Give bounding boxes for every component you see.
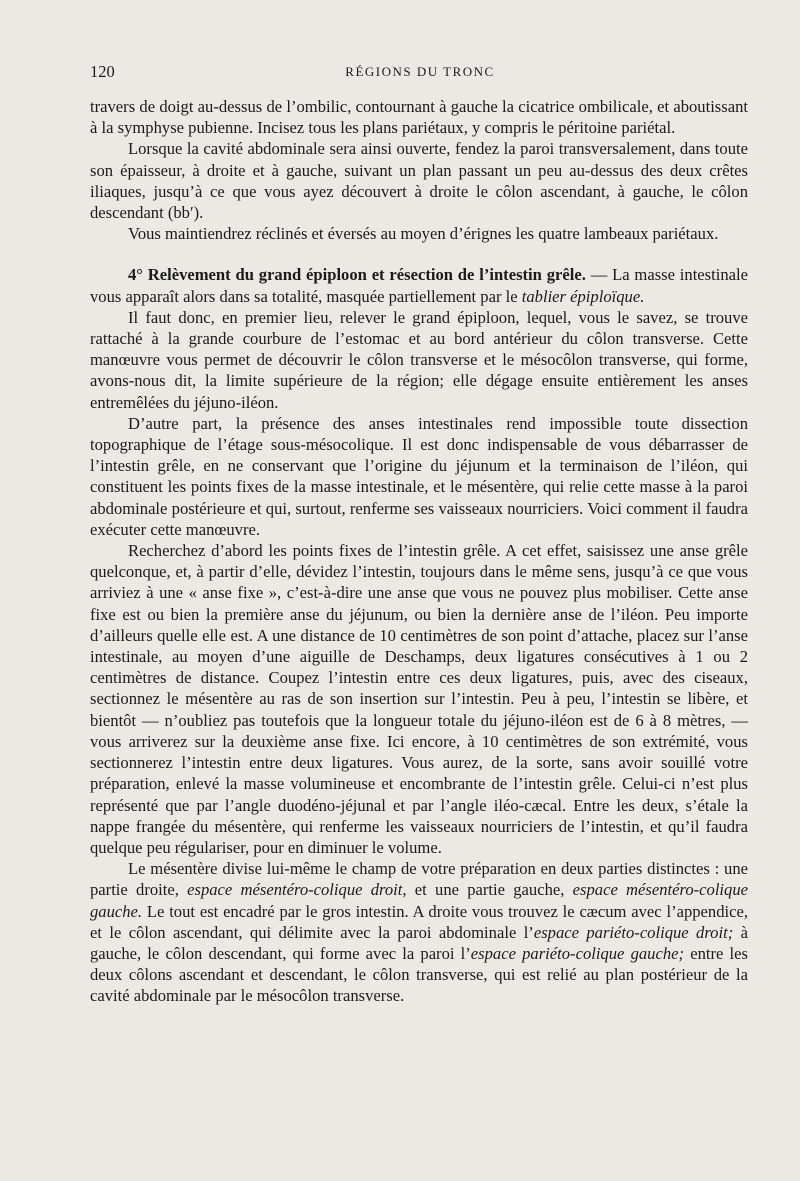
text-segment: entre les deux côlons ascendant et descendant, le côlon transverse, qui est relié au plan postérieur de la cavité abdominale par le mésocôlon transverse. xyxy=(90,943,748,1006)
text-segment: Le tout est encadré par le gros intestin. A droite vous trouvez le cæcum avec l’appendice, et le côlon ascendant, qui délimite avec la paroi abdominale l’ xyxy=(90,901,748,942)
italic-term: espace mésentéro-colique droit xyxy=(187,880,403,900)
text-segment: à gauche, le côlon descendant, qui forme avec la paroi l’ xyxy=(90,922,748,963)
italic-term: espace pariéto-colique gauche; xyxy=(470,943,685,963)
paragraph: Vous maintiendrez réclinés et éversés au moyen d’érignes les quatre lambeaux pariétaux. xyxy=(128,224,719,244)
paragraph: Lorsque la cavité abdominale sera ainsi ouverte, fendez la paroi transversalement, dans toute son épaisseur, à droite et à gauche, suivant un plan passant un peu au-dessus des deux crêtes iliaques, jusqu’à ce que vous ayez découvert à droite le côlon ascendant, à gauche, le côlon descendant (bb′). xyxy=(90,139,748,223)
paragraph: Il faut donc, en premier lieu, relever le grand épiploon, lequel, vous le savez, se trouve rattaché à la grande courbure de l’estomac et au bord antérieur du côlon transverse. Cette manœuvre vous permet de découvrir le côlon transverse et le mésocôlon transverse, qui forme, avons-nous dit, la limite supérieure de la région; elle dégage ensuite entièrement les anses entremêlées du jéjuno-iléon. xyxy=(90,307,748,412)
section-paragraph xyxy=(90,264,748,306)
body-text xyxy=(90,96,748,1007)
section-text: — La masse intestinale vous apparaît alors dans sa totalité, masquée partiellement par le xyxy=(90,265,748,306)
paragraph: Recherchez d’abord les points fixes de l’intestin grêle. A cet effet, saisissez une anse grêle quelconque, et, à partir d’elle, dévidez l’intestin, toujours dans le même sens, jusqu’à ce que vous arriviez à une « anse fixe », c’est-à-dire une anse que vous ne pouvez plus mobiliser. Cette anse fixe est ou bien la première anse du jéjunum, ou bien la dernière anse de l’iléon. Peu importe d’ailleurs quelle elle est. A une distance de 10 centimètres de son point d’attache, placez sur l’anse intestinale, au moyen d’une aiguille de Deschamps, deux ligatures consécutives à 1 ou 2 centimètres de distance. Coupez l’intestin entre ces deux ligatures, puis, avec des ciseaux, sectionnez le mésentère au ras de son insertion sur l’intestin. Peu à peu, l’intestin se libère, et bientôt — n’oubliez pas toutefois que la longueur totale du jéjuno-iléon est de 6 à 8 mètres, — vous arriverez sur la deuxième anse fixe. Ici encore, à 10 centimètres de son extrémité, vous sectionnerez l’intestin entre deux ligatures. Vous aurez, de la sorte, sans avoir souillé votre préparation, enlevé la masse volumineuse et encombrante de l’intestin grêle. Celui-ci n’est plus représenté que par l’angle duodéno-jéjunal et par l’angle iléo-cæcal. Entre les deux, s’étale la nappe frangée du mésentère, qui renferme les vaisseaux nourriciers de l’intestin, et qu’il faudra quelque peu régulariser, pour en diminuer le volume. xyxy=(90,541,748,857)
text-segment: Le mésentère divise lui-même le champ de votre préparation en deux parties distinctes : une partie droite, xyxy=(90,859,748,900)
paragraph: D’autre part, la présence des anses intestinales rend impossible toute dissection topographique de l’étage sous-mésocolique. Il est donc indispensable de vous débarrasser de l’intestin grêle, en ne conservant que l’origine du jéjunum et la terminaison de l’iléon, qui constituent les points fixes de la masse intestinale, et le mésentère, qui relie cette masse à la paroi abdominale postérieure et qui, surtout, renferme ses vaisseaux nourriciers. Voici comment il faudra exécuter cette manœuvre. xyxy=(90,413,748,539)
italic-term: espace mésentéro-colique gauche. xyxy=(90,880,749,921)
paragraph-mixed xyxy=(90,858,748,1006)
running-title: RÉGIONS DU TRONC xyxy=(345,64,495,79)
italic-term: tablier épiploïque. xyxy=(521,286,645,306)
text-segment: , et une partie gauche, xyxy=(402,880,573,900)
section-title: 4° Relèvement du grand épiploon et résection de l’intestin grêle. xyxy=(128,265,586,285)
page-header xyxy=(90,62,750,84)
page-number: 120 xyxy=(90,62,115,81)
paragraph-continuation: travers de doigt au-dessus de l’ombilic, contournant à gauche la cicatrice ombilicale, et aboutissant à la symphyse pubienne. Incisez tous les plans pariétaux, y compris le péritoine pariétal. xyxy=(90,97,748,138)
italic-term: espace pariéto-colique droit; xyxy=(533,922,734,942)
